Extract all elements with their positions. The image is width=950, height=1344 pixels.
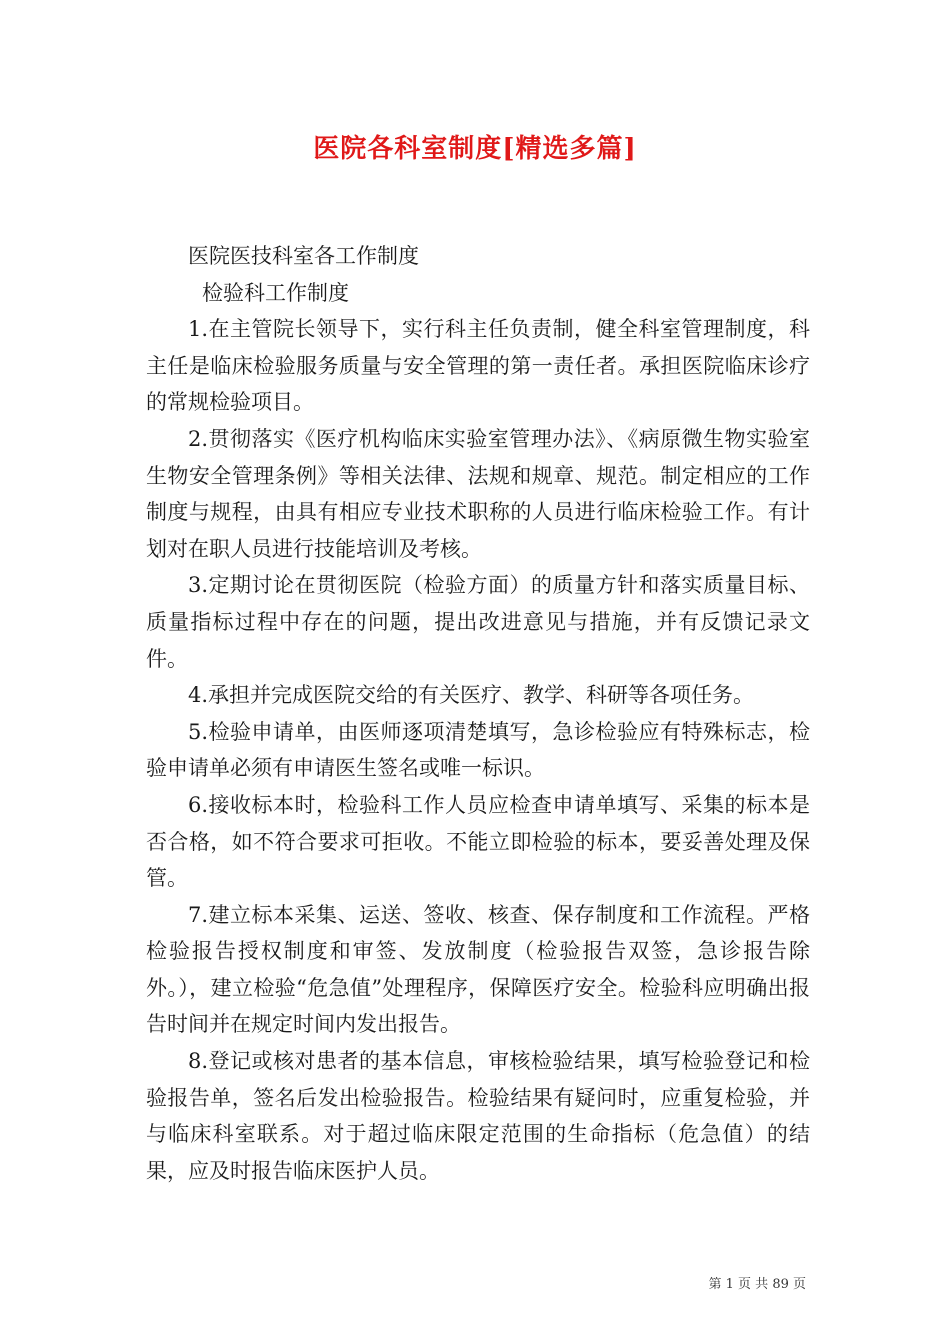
document-body — [146, 238, 810, 1189]
page-number-footer: 第 1 页 共 89 页 — [708, 1277, 806, 1292]
paragraph: 5.检验申请单，由医师逐项清楚填写，急诊检验应有特殊标志，检验申请单必须有申请医生签名或唯一标识。 — [146, 719, 810, 781]
paragraph: 4.承担并完成医院交给的有关医疗、教学、科研等各项任务。 — [188, 683, 755, 708]
section-subheading: 检验科工作制度 — [202, 280, 349, 305]
document-title: 医院各科室制度[精选多篇] — [313, 134, 637, 164]
paragraph: 1.在主管院长领导下，实行科主任负责制，健全科室管理制度，科主任是临床检验服务质量与安全管理的第一责任者。承担医院临床诊疗的常规检验项目。 — [146, 317, 810, 415]
paragraph: 2.贯彻落实《医疗机构临床实验室管理办法》、《病原微生物实验室生物安全管理条例》等相关法律、法规和规章、规范。制定相应的工作制度与规程，由具有相应专业技术职称的人员进行临床检验工作。有计划对在职人员进行技能培训及考核。 — [146, 426, 810, 561]
paragraph: 3.定期讨论在贯彻医院（检验方面）的质量方针和落实质量目标、质量指标过程中存在的问题，提出改进意见与措施，并有反馈记录文件。 — [146, 573, 810, 671]
paragraph: 6.接收标本时，检验科工作人员应检查申请单填写、采集的标本是否合格，如不符合要求可拒收。不能立即检验的标本，要妥善处理及保管。 — [146, 792, 810, 891]
paragraph: 8.登记或核对患者的基本信息，审核检验结果，填写检验登记和检验报告单，签名后发出检验报告。检验结果有疑问时，应重复检验，并与临床科室联系。对于超过临床限定范围的生命指标（危急值）的结果，应及时报告临床医护人员。 — [146, 1049, 810, 1183]
paragraph: 7.建立标本采集、运送、签收、核查、保存制度和工作流程。严格检验报告授权制度和审签、发放制度（检验报告双签，急诊报告除外。），建立检验“危急值”处理程序，保障医疗安全。检验科应明确出报告时间并在规定时间内发出报告。 — [146, 902, 810, 1037]
section-heading: 医院医技科室各工作制度 — [188, 244, 419, 268]
